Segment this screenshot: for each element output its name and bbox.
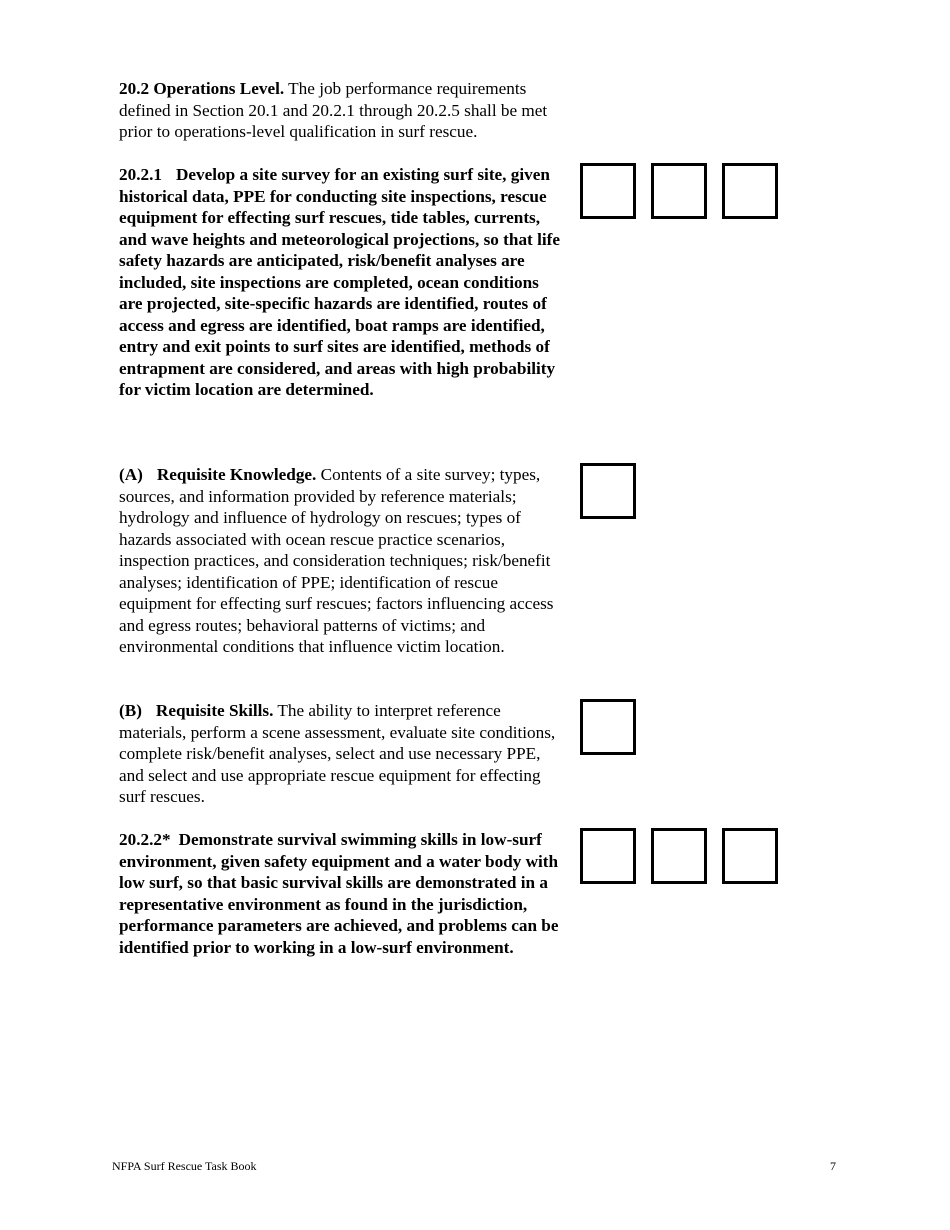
- requisite-skills-text: The ability to interpret reference materials, perform a scene assessment, evaluate site conditions, complete risk/benefit analyses, select and use necessary PPE, and select and use appropriate rescue equipment for effecting surf rescues.: [119, 701, 556, 806]
- knowledge-checkbox[interactable]: [580, 463, 636, 519]
- signoff-checkbox-2[interactable]: [651, 828, 707, 884]
- footer-title: NFPA Surf Rescue Task Book: [112, 1159, 257, 1173]
- requisite-knowledge-paragraph: [119, 464, 565, 658]
- section-20-2-1-paragraph: [119, 164, 565, 401]
- requisite-skills-heading: Requisite Skills.: [155, 701, 274, 720]
- signoff-checkbox-2[interactable]: [651, 163, 707, 219]
- section-20-2-1-number: 20.2.1: [119, 165, 162, 184]
- requisite-knowledge-heading: Requisite Knowledge.: [156, 465, 317, 484]
- section-20-2-text: The job performance requirements defined in Section 20.1 and 20.2.1 through 20.2.5 shall be met prior to operations-level qualification in surf rescue.: [119, 79, 548, 141]
- section-20-2-1-signoff-boxes: [580, 163, 778, 219]
- signoff-checkbox-1[interactable]: [580, 828, 636, 884]
- requisite-knowledge-signoff-boxes: [580, 463, 636, 519]
- requisite-skills-signoff-boxes: [580, 699, 636, 755]
- section-20-2-2-signoff-boxes: [580, 828, 778, 884]
- signoff-checkbox-1[interactable]: [580, 163, 636, 219]
- requisite-skills-label: (B): [119, 701, 142, 720]
- page-number: 7: [830, 1159, 836, 1173]
- section-20-2-2-text: Demonstrate survival swimming skills in low-surf environment, given safety equipment and a water body with low surf, so that basic survival skills are demonstrated in a representative environment as found in the jurisdiction, performance parameters are achieved, and problems can be identified prior to working in a low-surf environment.: [119, 830, 559, 957]
- section-20-2-2-paragraph: [119, 829, 565, 958]
- section-20-2-paragraph: [119, 78, 565, 143]
- requisite-knowledge-label: (A): [119, 465, 143, 484]
- section-20-2-2-number: 20.2.2*: [119, 830, 171, 849]
- requisite-knowledge-text: Contents of a site survey; types, sources, and information provided by reference materials; hydrology and influence of hydrology on rescues; types of hazards associated with ocean rescue practice scenarios, inspection practices, and consideration techniques; risk/benefit analyses; identification of PPE; identification of rescue equipment for effecting surf rescues; factors influencing access and egress routes; behavioral patterns of victims; and environmental conditions that influence victim location.: [119, 465, 554, 656]
- section-20-2-1-text: Develop a site survey for an existing surf site, given historical data, PPE for conducting site inspections, rescue equipment for effecting surf rescues, tide tables, currents, and wave heights and meteorological projections, so that life safety hazards are anticipated, risk/benefit analyses are included, site inspections are completed, ocean conditions are projected, site-specific hazards are identified, routes of access and egress are identified, boat ramps are identified, entry and exit points to surf sites are identified, methods of entrapment are considered, and areas with high probability for victim location are determined.: [119, 165, 560, 399]
- signoff-checkbox-3[interactable]: [722, 828, 778, 884]
- signoff-checkbox-3[interactable]: [722, 163, 778, 219]
- skills-checkbox[interactable]: [580, 699, 636, 755]
- requisite-skills-paragraph: [119, 700, 565, 808]
- section-20-2-heading: 20.2 Operations Level.: [119, 79, 285, 98]
